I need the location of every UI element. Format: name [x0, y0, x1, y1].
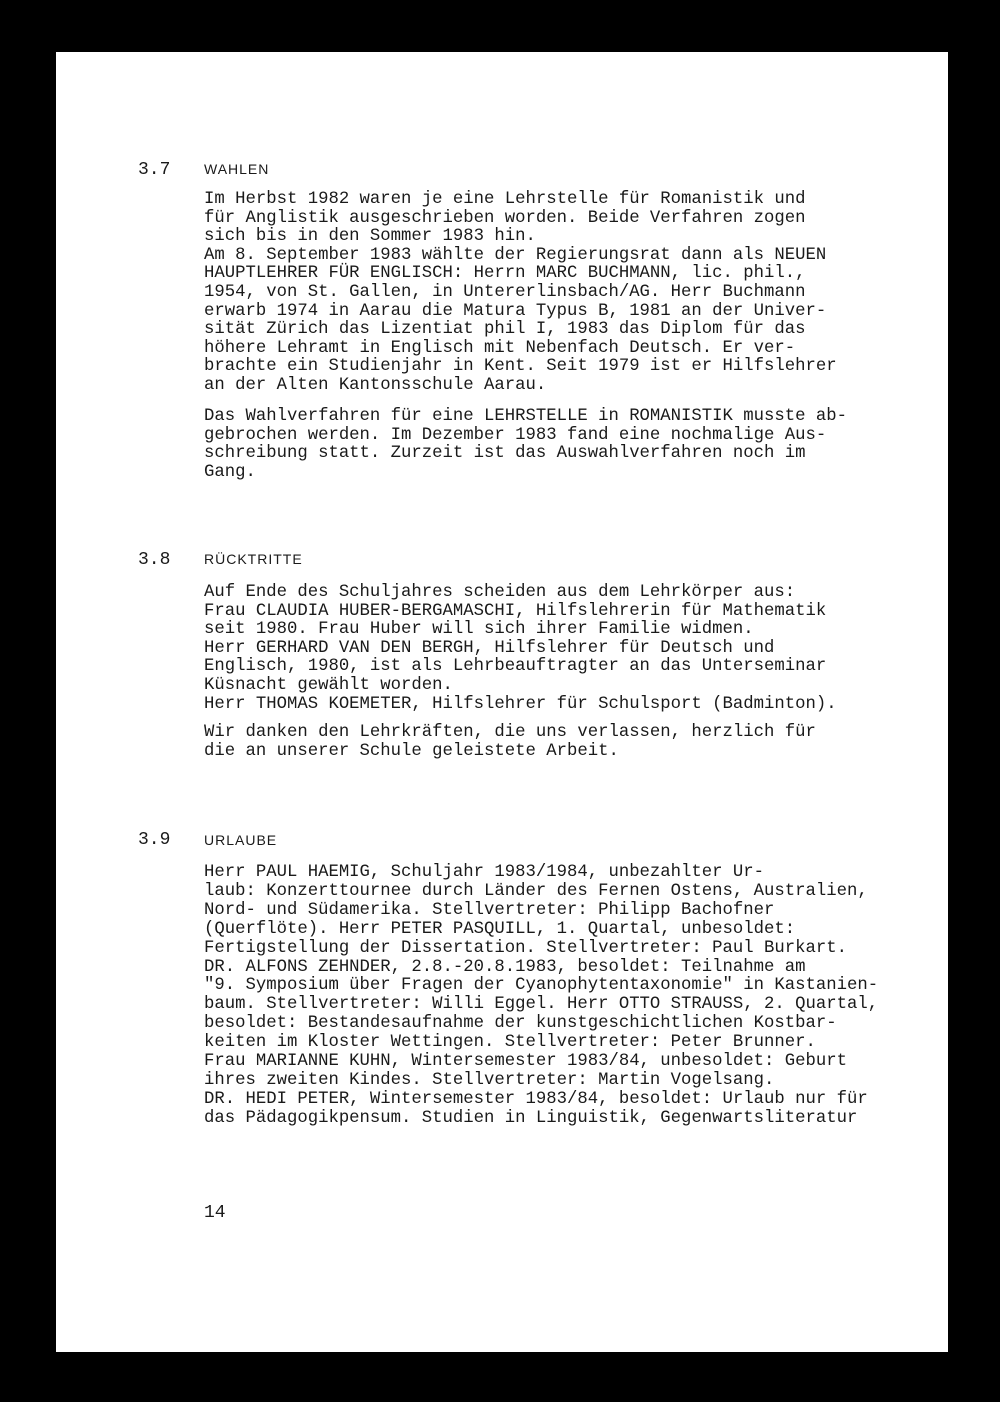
- document-page: [56, 52, 948, 1352]
- section-paragraph: Das Wahlverfahren für eine LEHRSTELLE in ROMANISTIK musste ab- gebrochen werden. Im Dezember 1983 fand eine nochmalige Aus- schreibung statt. Zurzeit ist das Auswahlverfahren noch im Gang.: [204, 407, 847, 482]
- section-paragraph: Auf Ende des Schuljahres scheiden aus dem Lehrkörper aus: Frau CLAUDIA HUBER-BERGAMASCHI, Hilfslehrerin für Mathematik seit 1980. Frau Huber will sich ihrer Familie widmen. Herr GERHARD VAN DEN BERGH, Hilfslehrer für Deutsch und Englisch, 1980, ist als Lehrbeauftragter an das Unterseminar Küsnacht gewählt worden. Herr THOMAS KOEMETER, Hilfslehrer für Schulsport (Badminton).: [204, 583, 837, 714]
- section-number: 3.7: [138, 160, 171, 180]
- section-heading: WAHLEN: [204, 161, 270, 177]
- section-paragraph: Herr PAUL HAEMIG, Schuljahr 1983/1984, unbezahlter Ur- laub: Konzerttournee durch Länder des Fernen Ostens, Australien, Nord- und Südamerika. Stellvertreter: Philipp Bachofner (Querflöte). Herr PETER PASQUILL, 1. Quartal, unbesoldet: Fertigstellung der Dissertation. Stellvertreter: Paul Burkart. DR. ALFONS ZEHNDER, 2.8.-20.8.1983, besoldet: Teilnahme am "9. Symposium über Fragen der Cyanophytentaxonomie" in Kastanien- baum. Stellvertreter: Willi Eggel. Herr OTTO STRAUSS, 2. Quartal, besoldet: Bestandesaufnahme der kunstgeschichtlichen Kostbar- keiten im Kloster Wettingen. Stellvertreter: Peter Brunner. Frau MARIANNE KUHN, Wintersemester 1983/84, unbesoldet: Geburt ihres zweiten Kindes. Stellvertreter: Martin Vogelsang. DR. HEDI PETER, Wintersemester 1983/84, besoldet: Urlaub nur für das Pädagogikpensum. Studien in Linguistik, Gegenwartsliteratur: [204, 863, 879, 1128]
- section-heading: RÜCKTRITTE: [204, 551, 303, 567]
- page-number: 14: [204, 1203, 226, 1223]
- section-paragraph: Wir danken den Lehrkräften, die uns verlassen, herzlich für die an unserer Schule geleistete Arbeit.: [204, 723, 816, 761]
- section-number: 3.9: [138, 830, 171, 850]
- section-heading: URLAUBE: [204, 832, 278, 848]
- section-number: 3.8: [138, 550, 171, 570]
- section-paragraph: Im Herbst 1982 waren je eine Lehrstelle für Romanistik und für Anglistik ausgeschrieben worden. Beide Verfahren zogen sich bis in den Sommer 1983 hin. Am 8. September 1983 wählte der Regierungsrat dann als NEUEN HAUPTLEHRER FÜR ENGLISCH: Herrn MARC BUCHMANN, lic. phil., 1954, von St. Gallen, in Untererlinsbach/AG. Herr Buchmann erwarb 1974 in Aarau die Matura Typus B, 1981 an der Univer- sität Zürich das Lizentiat phil I, 1983 das Diplom für das höhere Lehramt in Englisch mit Nebenfach Deutsch. Er ver- brachte ein Studienjahr in Kent. Seit 1979 ist er Hilfslehrer an der Alten Kantonsschule Aarau.: [204, 190, 837, 395]
